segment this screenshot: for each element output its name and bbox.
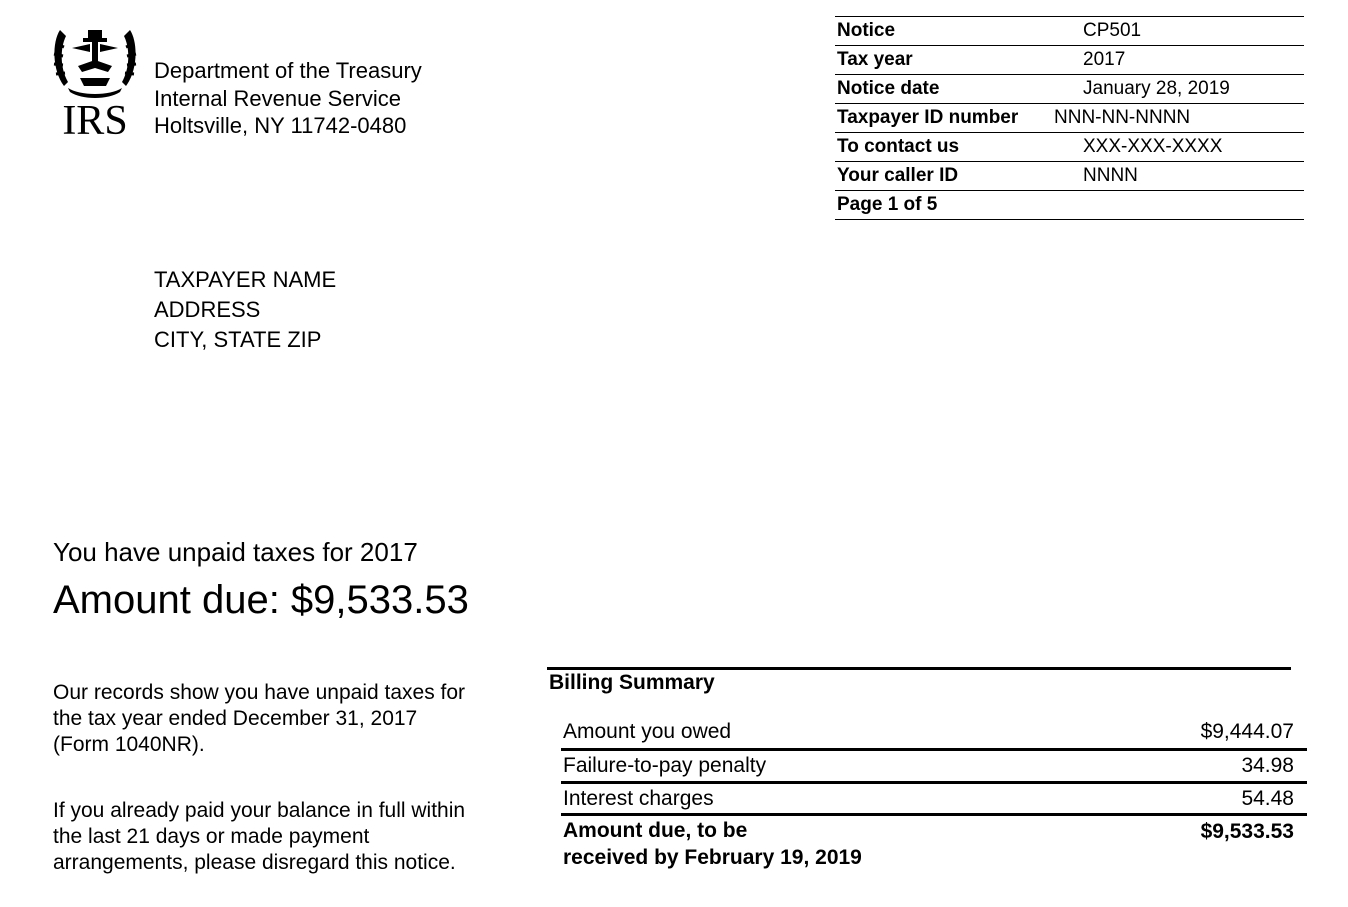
irs-logo-text: IRS	[62, 98, 128, 140]
notice-value: CP501	[1083, 20, 1142, 41]
billing-row-penalty	[561, 751, 1307, 784]
notice-info-table	[835, 16, 1304, 220]
irs-eagle-logo-icon	[50, 22, 140, 140]
page-number-label: Page 1 of 5	[837, 194, 938, 215]
billing-summary-table	[561, 717, 1307, 872]
agency-city: Holtsville, NY 11742-0480	[154, 113, 407, 138]
billing-summary-title: Billing Summary	[549, 671, 715, 694]
caller-id-row	[835, 162, 1304, 191]
tax-year-value: 2017	[1083, 49, 1126, 70]
billing-row-label: Amount you owed	[563, 720, 732, 743]
contact-value: XXX-XXX-XXXX	[1083, 136, 1223, 157]
billing-row-label: Interest charges	[563, 787, 714, 810]
billing-row-amount-owed	[561, 717, 1307, 751]
tax-year-label: Tax year	[837, 49, 913, 70]
taxpayer-id-value: NNN-NN-NNNN	[1054, 107, 1191, 128]
notice-date-row	[835, 75, 1304, 104]
irs-logo	[50, 22, 140, 140]
notice-label: Notice	[837, 20, 896, 41]
agency-service: Internal Revenue Service	[154, 86, 402, 111]
unpaid-taxes-subtitle: You have unpaid taxes for 2017	[53, 537, 418, 567]
notice-row	[835, 17, 1304, 46]
contact-label: To contact us	[837, 136, 960, 157]
taxpayer-id-row	[835, 104, 1304, 133]
taxpayer-name: TAXPAYER NAME	[154, 267, 337, 292]
tax-year-row	[835, 46, 1304, 75]
taxpayer-city-state-zip: CITY, STATE ZIP	[154, 327, 322, 352]
billing-row-interest	[561, 784, 1307, 816]
billing-total-label-line-2: received by February 19, 2019	[563, 846, 862, 869]
unpaid-records-paragraph: Our records show you have unpaid taxes for the tax year ended December 31, 2017 (Form 1040NR).	[53, 681, 466, 756]
caller-id-value: NNNN	[1083, 165, 1138, 186]
notice-date-value: January 28, 2019	[1083, 78, 1230, 99]
billing-row-label: Failure-to-pay penalty	[563, 754, 767, 777]
taxpayer-address: ADDRESS	[154, 297, 261, 322]
page-number-row	[835, 191, 1304, 220]
billing-row-amount: $9,444.07	[1200, 720, 1294, 743]
caller-id-label: Your caller ID	[837, 165, 959, 186]
notice-date-label: Notice date	[837, 78, 940, 99]
billing-total-amount: $9,533.53	[1200, 820, 1294, 843]
billing-total-label-line-1: Amount due, to be	[563, 819, 748, 842]
billing-row-total	[561, 816, 1307, 872]
billing-row-amount: 54.48	[1241, 787, 1294, 810]
disregard-paragraph: If you already paid your balance in full within the last 21 days or made payment arrangements, please disregard this notice.	[53, 799, 466, 874]
billing-row-amount: 34.98	[1241, 754, 1294, 777]
amount-due-title: Amount due: $9,533.53	[53, 578, 469, 622]
contact-row	[835, 133, 1304, 162]
taxpayer-id-label: Taxpayer ID number	[837, 107, 1019, 128]
agency-department: Department of the Treasury	[154, 58, 422, 83]
